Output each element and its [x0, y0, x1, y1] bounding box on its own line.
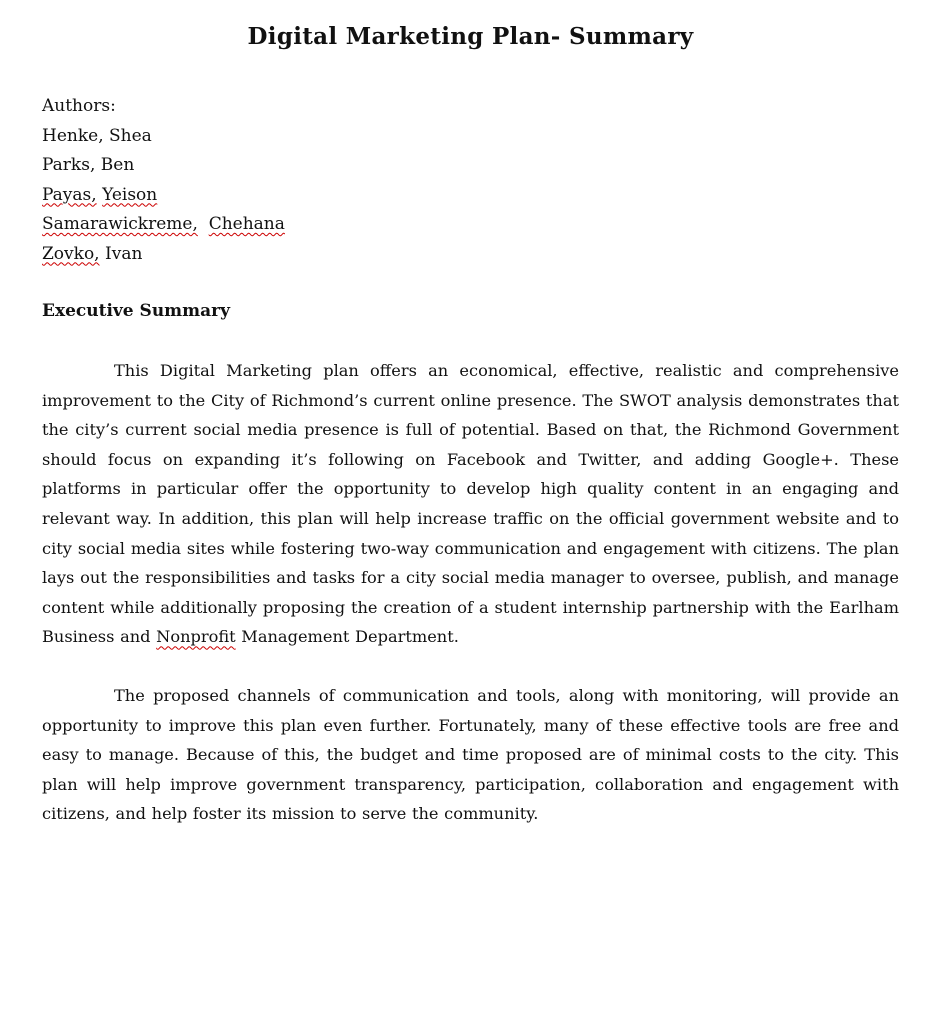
author-name	[42, 210, 899, 240]
author-name	[42, 181, 899, 211]
document-title: Digital Marketing Plan- Summary	[247, 23, 694, 50]
flagged-word-nonprofit: Nonprofit	[156, 627, 236, 647]
author-surname-flagged: Payas,	[42, 184, 97, 205]
author-surname-flagged: Zovko,	[42, 243, 100, 264]
summary-paragraph-2: The proposed channels of communication and tools, along with monitoring, will provide an opportunity to improve this plan even further. Fortunately, many of these effective tools are free and easy to manage. Because of this, the budget and time proposed are of minimal costs to the city. This plan will help improve government transparency, participation, collaboration and engagement with citizens, and help foster its mission to serve the community.	[42, 685, 899, 824]
authors-block	[42, 92, 899, 269]
section-heading-executive-summary: Executive Summary	[42, 301, 231, 321]
summary-paragraph-1	[42, 356, 899, 652]
author-name: Parks, Ben	[42, 155, 135, 175]
authors-label: Authors:	[42, 96, 116, 116]
author-name	[42, 240, 899, 270]
paragraph-1-text-b: Management Department.	[235, 627, 459, 647]
author-firstname-flagged: Chehana	[208, 214, 285, 234]
paragraph-1-text-a: This Digital Marketing plan offers an economical, effective, realistic and comprehensive improvement to the City of Richmond’s current online presence. The SWOT analysis demonstrates that the city’s current social media presence is full of potential. Based on that, the Richmond Government should focus on expanding it’s following on Facebook and Twitter, and adding Google+. These platforms in particular offer the opportunity to develop high quality content in an engaging and relevant way. In addition, this plan will help increase traffic on the official government website and to city social media sites while fostering two-way communication and engagement with citizens. The plan lays out the responsibilities and tasks for a city social media manager to oversee, publish, and manage content while additionally proposing the creation of a student internship partnership with the Earlham Business and	[42, 361, 899, 647]
author-surname-flagged: Samarawickreme,	[42, 214, 198, 234]
author-firstname: Ivan	[105, 243, 143, 264]
author-firstname-flagged: Yeison	[102, 184, 158, 205]
author-name: Henke, Shea	[42, 125, 152, 146]
